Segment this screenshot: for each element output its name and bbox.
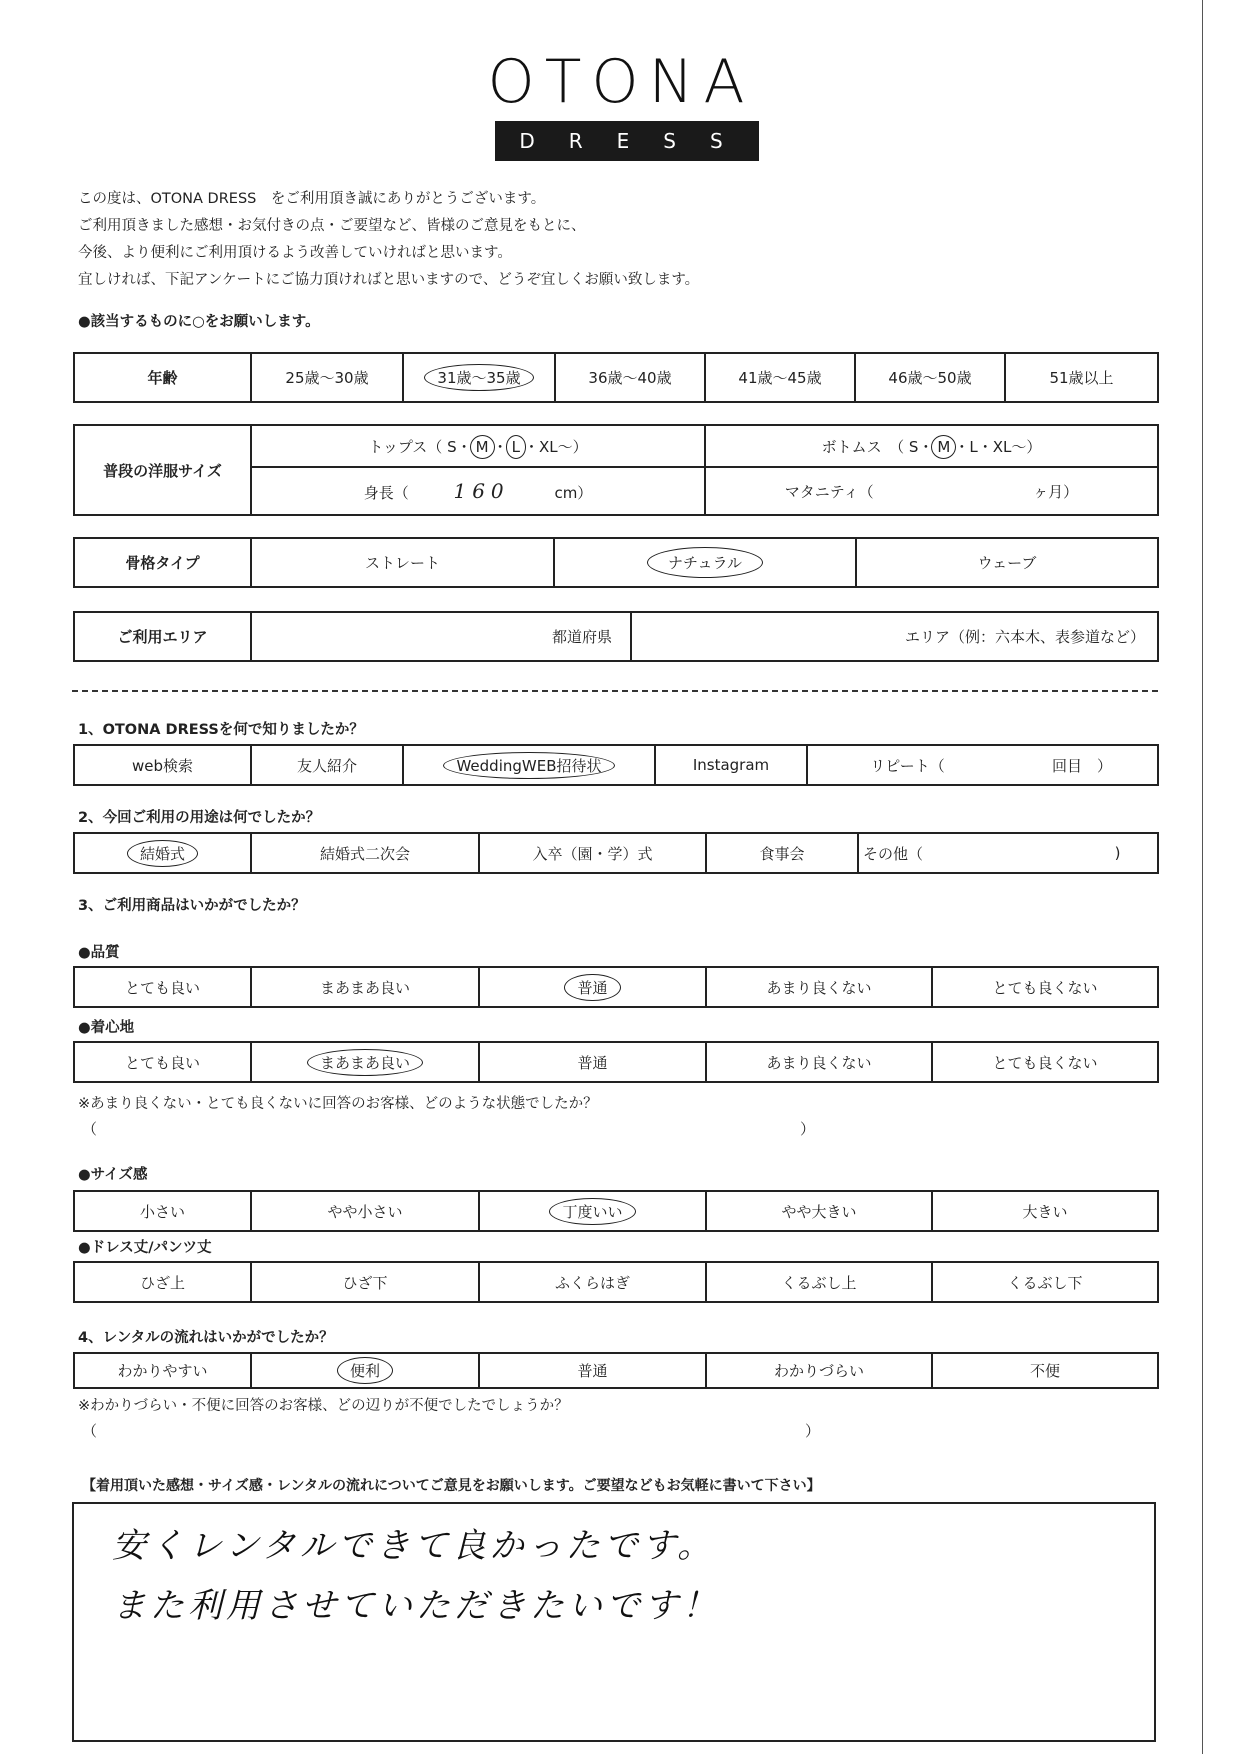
comfort-option[interactable]: とても良くない — [932, 1042, 1158, 1082]
q2-option[interactable]: 結婚式二次会 — [251, 833, 479, 873]
q4-answer-field[interactable] — [100, 1418, 800, 1442]
q2-other-close: ) — [1078, 833, 1158, 873]
length-label: ●ドレス丈/パンツ丈 — [78, 1240, 212, 1256]
selection-circle: 結婚式 — [127, 840, 198, 867]
quality-label: ●品質 — [78, 945, 120, 961]
bottoms-size-cell: ボトムス （ S・ M ・L・XL～） — [705, 425, 1158, 467]
maternity-unit: ヶ月） — [1033, 482, 1079, 501]
instruction-text: ●該当するものに○をお願いします。 — [78, 314, 320, 330]
body-type-option[interactable]: ウェーブ — [856, 538, 1158, 587]
intro-line: 宜しければ、下記アンケートにご協力頂ければと思いますので、どうぞ宜しくお願い致します。 — [78, 272, 700, 288]
q4-option[interactable]: わかりやすい — [74, 1353, 251, 1388]
fit-option[interactable]: 大きい — [932, 1191, 1158, 1231]
q1-option-selected[interactable] — [403, 745, 655, 785]
q2-option[interactable]: 入卒（園・学）式 — [479, 833, 706, 873]
quality-option[interactable]: とても良くない — [932, 967, 1158, 1007]
selection-circle: WeddingWEB招待状 — [443, 752, 614, 779]
comfort-option-selected[interactable] — [251, 1042, 479, 1082]
tops-s[interactable]: S — [447, 437, 457, 456]
length-option[interactable]: くるぶし上 — [706, 1262, 932, 1302]
height-label: 身長（ — [363, 484, 409, 503]
q1-option[interactable]: Instagram — [655, 745, 807, 785]
length-table — [73, 1261, 1159, 1303]
q1-title: 1、OTONA DRESSを何で知りましたか？ — [78, 722, 364, 738]
selection-circle: ナチュラル — [647, 547, 763, 578]
body-type-table — [73, 537, 1159, 588]
selection-circle: まあまあ良い — [307, 1049, 423, 1076]
selection-circle: 普通 — [564, 974, 620, 1001]
q1-option[interactable]: web検索 — [74, 745, 251, 785]
age-option[interactable]: 41歳～45歳 — [705, 353, 855, 402]
q1-option[interactable]: 友人紹介 — [251, 745, 403, 785]
q4-note: ※わかりづらい・不便に回答のお客様、どの辺りが不便でしたでしょうか？ — [78, 1398, 569, 1414]
fit-option-selected[interactable] — [479, 1191, 706, 1231]
comfort-option[interactable]: あまり良くない — [706, 1042, 932, 1082]
size-table — [73, 424, 1159, 516]
dashed-divider — [72, 690, 1158, 692]
q4-option[interactable]: 不便 — [932, 1353, 1158, 1388]
comfort-answer-open: （ — [82, 1120, 98, 1138]
comfort-option[interactable]: とても良い — [74, 1042, 251, 1082]
bottoms-xl[interactable]: XL～） — [992, 437, 1042, 456]
intro-line: ご利用頂きました感想・お気付きの点・ご要望など、皆様のご意見をもとに、 — [78, 218, 586, 234]
bottoms-s[interactable]: S — [908, 437, 919, 456]
maternity-label: マタニティ（ — [784, 482, 874, 501]
q4-answer-close: ） — [805, 1422, 821, 1440]
comfort-answer-close: ） — [800, 1120, 816, 1138]
feedback-title: 【着用頂いた感想・サイズ感・レンタルの流れについてご意見をお願いします。ご要望などもお気軽に書いて下さい】 — [82, 1478, 821, 1494]
comfort-note: ※あまり良くない・とても良くないに回答のお客様、どのような状態でしたか？ — [78, 1096, 598, 1112]
q4-option[interactable]: 普通 — [479, 1353, 706, 1388]
bottoms-l[interactable]: L — [969, 437, 978, 456]
body-type-option-selected[interactable] — [554, 538, 856, 587]
age-header: 年齢 — [74, 353, 251, 402]
area-table — [73, 611, 1159, 662]
body-type-option[interactable]: ストレート — [251, 538, 554, 587]
q2-table — [73, 832, 1159, 874]
q4-option[interactable]: わかりづらい — [706, 1353, 932, 1388]
quality-table — [73, 966, 1159, 1008]
logo-wordmark: OTONA — [487, 47, 755, 117]
q4-title: 4、レンタルの流れはいかがでしたか？ — [78, 1330, 334, 1346]
fit-option[interactable]: やや小さい — [251, 1191, 479, 1231]
age-table — [73, 352, 1159, 403]
length-option[interactable]: ひざ下 — [251, 1262, 479, 1302]
tops-label: トップス（ — [368, 437, 443, 456]
q1-table — [73, 744, 1159, 786]
size-header: 普段の洋服サイズ — [74, 425, 251, 515]
feedback-box[interactable] — [72, 1502, 1156, 1742]
q1-repeat-option[interactable]: リピート（ — [807, 745, 1007, 785]
intro-line: 今後、より便利にご利用頂けるよう改善していければと思います。 — [78, 245, 512, 261]
height-cell — [251, 467, 705, 515]
comfort-table — [73, 1041, 1159, 1083]
selection-circle: 丁度いい — [549, 1198, 635, 1225]
feedback-handwriting-line: 安くレンタルできて良かったです。 — [112, 1526, 716, 1566]
comfort-answer-field[interactable] — [100, 1116, 800, 1140]
age-option[interactable]: 51歳以上 — [1005, 353, 1158, 402]
page-edge-line — [1202, 0, 1203, 1754]
prefecture-field[interactable]: 都道府県 — [251, 612, 631, 661]
length-option[interactable]: ひざ上 — [74, 1262, 251, 1302]
height-value[interactable]: 160 — [453, 479, 510, 504]
length-option[interactable]: ふくらはぎ — [479, 1262, 706, 1302]
comfort-option[interactable]: 普通 — [479, 1042, 706, 1082]
q3-title: 3、ご利用商品はいかがでしたか？ — [78, 898, 306, 914]
q4-option-selected[interactable] — [251, 1353, 479, 1388]
q4-answer-open: （ — [82, 1422, 98, 1440]
q2-title: 2、今回ご利用の用途は何でしたか？ — [78, 810, 321, 826]
age-option[interactable]: 46歳～50歳 — [855, 353, 1005, 402]
q2-other-option[interactable]: その他（ — [858, 833, 1078, 873]
maternity-cell — [705, 467, 1158, 515]
bottoms-label: ボトムス （ — [821, 437, 905, 456]
q2-option-selected[interactable] — [74, 833, 251, 873]
length-option[interactable]: くるぶし下 — [932, 1262, 1158, 1302]
tops-m-selected[interactable]: M — [470, 435, 495, 459]
tops-size-cell: トップス（ S・ M ・ L ・XL～） — [251, 425, 705, 467]
intro-line: この度は、OTONA DRESS をご利用頂き誠にありがとうございます。 — [78, 191, 546, 207]
body-type-header: 骨格タイプ — [74, 538, 251, 587]
age-option[interactable]: 36歳～40歳 — [555, 353, 705, 402]
q1-repeat-count[interactable]: 回目 ） — [1007, 745, 1158, 785]
quality-option[interactable]: まあまあ良い — [251, 967, 479, 1007]
intro-text — [78, 186, 699, 294]
fit-label: ●サイズ感 — [78, 1167, 148, 1183]
age-option-selected[interactable] — [403, 353, 555, 402]
tops-xl[interactable]: XL～） — [538, 437, 588, 456]
bottoms-m-selected[interactable]: M — [931, 435, 956, 459]
age-option[interactable]: 25歳～30歳 — [251, 353, 403, 402]
logo-sub-band: DRESS — [495, 121, 759, 161]
fit-option[interactable]: やや大きい — [706, 1191, 932, 1231]
feedback-handwriting-line: また利用させていただきたいです！ — [112, 1586, 720, 1626]
quality-option-selected[interactable] — [479, 967, 706, 1007]
q2-option[interactable]: 食事会 — [706, 833, 858, 873]
quality-option[interactable]: あまり良くない — [706, 967, 932, 1007]
q4-table — [73, 1352, 1159, 1389]
area-field[interactable]: エリア（例：六本木、表参道など） — [631, 612, 1158, 661]
selection-circle: 31歳～35歳 — [424, 364, 533, 391]
fit-table — [73, 1190, 1159, 1232]
fit-option[interactable]: 小さい — [74, 1191, 251, 1231]
selection-circle: 便利 — [337, 1357, 393, 1384]
tops-l-selected[interactable]: L — [506, 435, 526, 459]
height-unit: cm） — [554, 484, 593, 503]
quality-option[interactable]: とても良い — [74, 967, 251, 1007]
area-header: ご利用エリア — [74, 612, 251, 661]
comfort-label: ●着心地 — [78, 1020, 135, 1036]
